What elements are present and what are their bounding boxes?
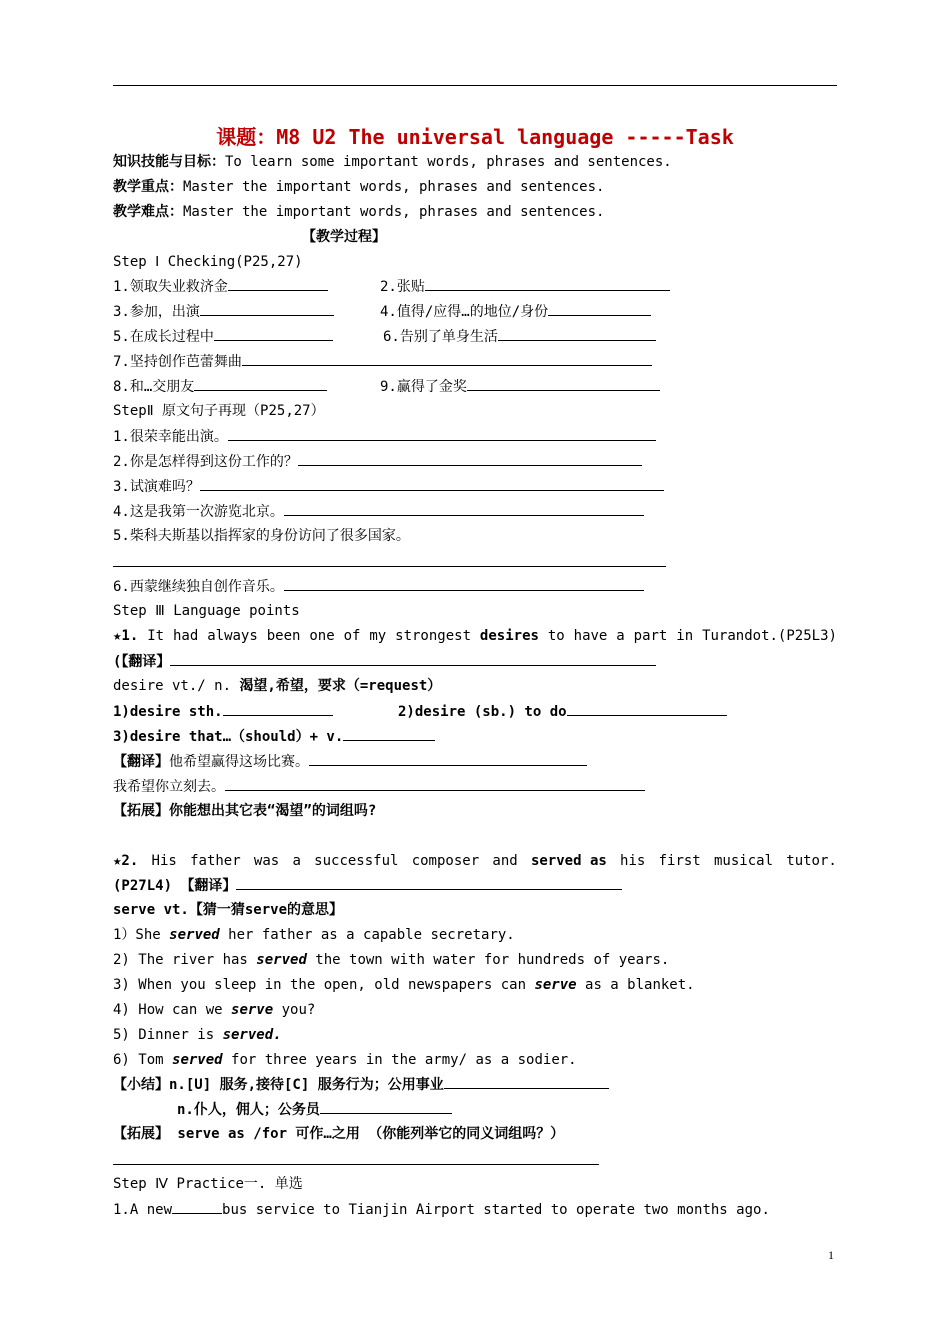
checking-item: 1.领取失业救济金 (113, 276, 328, 297)
answer-blank[interactable] (228, 276, 328, 291)
summary-line: n.仆人，佣人；公务员 (177, 1099, 452, 1120)
translate-line: 【翻译】他希望赢得这场比赛。 (113, 751, 587, 772)
checking-item: 3.参加，出演 (113, 301, 334, 322)
question-1: 1.A new bus service to Tianjin Airport started to operate two months ago. (113, 1199, 770, 1220)
sentence-item: 5.柴科夫斯基以指挥家的身份访问了很多国家。 (113, 528, 410, 544)
expand-note: 【拓展】 serve as /for 可作…之用 （你能列举它的同义词组吗？） (113, 1126, 565, 1142)
answer-blank[interactable] (200, 476, 664, 491)
checking-item: 5.在成长过程中 (113, 326, 333, 347)
answer-blank[interactable] (113, 1164, 599, 1165)
answer-blank[interactable] (236, 875, 622, 890)
answer-blank[interactable] (298, 451, 642, 466)
answer-blank[interactable] (225, 776, 645, 791)
difficulty-line: 教学难点：Master the important words, phrases and sentences. (113, 204, 605, 220)
step2-heading: StepⅡ 原文句子再现（P25,27） (113, 403, 325, 419)
step1-heading: Step Ⅰ Checking(P25,27) (113, 254, 303, 270)
answer-blank[interactable] (194, 376, 327, 391)
checking-item: 2.张贴 (380, 276, 670, 297)
serve-example: 1）She served her father as a capable secretary. (113, 927, 515, 943)
sentence-item: 4.这是我第一次游览北京。 (113, 501, 644, 522)
checking-item: 7.坚持创作芭蕾舞曲 (113, 351, 652, 372)
serve-example: 3) When you sleep in the open, old newspapers can serve as a blanket. (113, 977, 695, 993)
answer-blank[interactable] (320, 1099, 452, 1114)
step4-heading: Step Ⅳ Practice一. 单选 (113, 1176, 303, 1192)
answer-blank[interactable] (113, 566, 666, 567)
serve-heading: serve vt.【猜一猜serve的意思】 (113, 902, 344, 918)
serve-example: 2) The river has served the town with water for hundreds of years. (113, 952, 670, 968)
language-point-2: ★2. His father was a successful composer and served as his first musical tutor. (113, 853, 837, 869)
language-point-1: ★1. It had always been one of my strongest desires to have a part in Turandot.(P25L3) (113, 628, 837, 644)
serve-example: 4) How can we serve you? (113, 1002, 316, 1018)
checking-item: 9.赢得了金奖 (380, 376, 660, 397)
checking-item: 8.和…交朋友 (113, 376, 327, 397)
answer-blank[interactable] (309, 751, 587, 766)
sentence-item: 1.很荣幸能出演。 (113, 426, 656, 447)
serve-example: 6) Tom served for three years in the army/ as a sodier. (113, 1052, 577, 1068)
answer-blank[interactable] (444, 1074, 609, 1089)
sentence-item: 6.西蒙继续独自创作音乐。 (113, 576, 644, 597)
answer-blank[interactable] (467, 376, 660, 391)
desire-definition: desire vt./ n. 渴望,希望，要求（=request） (113, 678, 442, 694)
answer-blank[interactable] (284, 576, 644, 591)
sentence-item: 2.你是怎样得到这份工作的？ (113, 451, 642, 472)
summary-line: 【小结】n.[U] 服务,接待[C] 服务行为；公用事业 (113, 1074, 609, 1095)
step3-heading: Step Ⅲ Language points (113, 603, 300, 619)
answer-blank[interactable] (242, 351, 652, 366)
answer-blank[interactable] (343, 726, 435, 741)
answer-blank[interactable] (223, 701, 333, 716)
answer-blank[interactable] (548, 301, 651, 316)
page-number: 1 (828, 1248, 834, 1262)
checking-item: 6.告别了单身生活 (383, 326, 656, 347)
header-rule (113, 85, 837, 86)
answer-blank[interactable] (567, 701, 727, 716)
checking-item: 4.值得/应得…的地位/身份 (380, 301, 651, 322)
desire-usage-3: 3)desire that…（should）+ v. (113, 726, 435, 747)
answer-blank[interactable] (172, 1199, 222, 1214)
translate-line: (P27L4) 【翻译】 (113, 875, 622, 896)
answer-blank[interactable] (214, 326, 333, 341)
focus-line: 教学重点：Master the important words, phrases and sentences. (113, 179, 605, 195)
answer-blank[interactable] (228, 426, 656, 441)
answer-blank[interactable] (200, 301, 334, 316)
expand-note: 【拓展】你能想出其它表“渴望”的词组吗? (113, 803, 377, 819)
translate-line: (【翻译】 (113, 651, 656, 672)
desire-usage-1: 1)desire sth. (113, 701, 333, 722)
sentence-item: 3.试演难吗？ (113, 476, 664, 497)
desire-usage-2: 2)desire (sb.) to do (398, 701, 727, 722)
answer-blank[interactable] (498, 326, 656, 341)
answer-blank[interactable] (284, 501, 644, 516)
page-title: 课题：M8 U2 The universal language -----Task (216, 125, 734, 149)
translate-line: 我希望你立刻去。 (113, 776, 645, 797)
serve-example: 5) Dinner is served. (113, 1027, 282, 1043)
objective-line: 知识技能与目标：To learn some important words, phrases and sentences. (113, 154, 672, 170)
answer-blank[interactable] (170, 651, 656, 666)
process-heading: 【教学过程】 (302, 229, 386, 245)
answer-blank[interactable] (425, 276, 670, 291)
